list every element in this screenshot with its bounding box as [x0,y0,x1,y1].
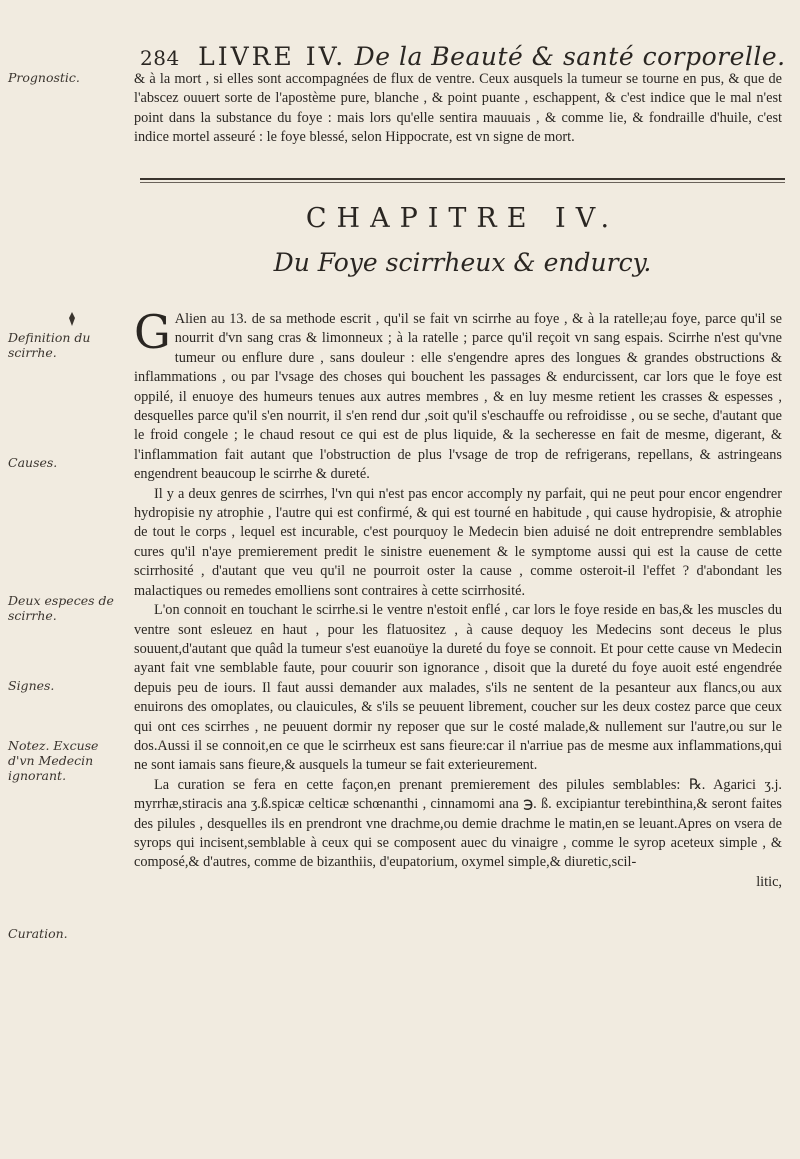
running-head [140,42,786,71]
margin-note-prognostic: Prognostic. [8,70,80,85]
paragraph-4: La curation se fera en cette façon,en prenant premierement des pilules semblables: ℞. Agarici ʒ.j. myrrhæ,stiracis ana ʒ.ß.spicæ celticæ schœnanthi , cinnamomi ana ℈. ß. excipiantur terebinthina,& seront faites des pilules , desquelles ils en prendront vne drachme,ou demie drachme le matin,en se leuant.Apres on vsera de syrops qui incisent,semblable à ceux qui se composent auec du vinaigre , comme le syrop aceteux simple , & composé,& d'autres, comme de bizanthiis, d'eupatorium, oxymel simple,& diuretic,scil- [134,776,782,871]
paragraph-1-text: Alien au 13. de sa methode escrit , qu'il se fait vn scirrhe au foye , & à la ratelle;au foye, parce qu'il se nourrit d'vn sang cras & limonneux ; à la ratelle ; parce qu'il reçoit vn sang espais. Scirrhe n'est qu'vne tumeur ou enflure dure , sans douleur : elle s'engendre apres des longues & grandes obstructions & inflammations , ou par l'vsage des choses qui bouchent les passages & endurcissent, car lors que le foye est oppilé, il enuoye des humeurs tenues aux autres membres , & en luy mesme retient les crasses & espesses , desquelles parce qu'il s'en nourrit, il s'en rend dur ,soit qu'il s'eschauffe ou refroidisse , ou se seche, d'autant que le froid congele ; le chaud resout ce qui est de plus liquide, & la secheresse en fait de mesme, digerant, & l'inflammation fait autant que l'obstruction de plus l'vsage de trop de refrigerans, repellans, & astringeans engendrent beaucoup le scirrhe & dureté. [134,311,782,483]
margin-note-signes: Signes. [8,678,55,693]
margin-note-causes: Causes. [8,455,58,470]
paragraph-1 [134,305,782,485]
body-text-block [134,305,782,892]
section-rule [140,178,785,180]
paragraph-2: Il y a deux genres de scirrhes, l'vn qui n'est pas encor accomply ny parfait, qui ne peut pour encor engendrer hydropisie ny atrophie , l'autre qui est confirmé, & qui est tourné en habitude , qui cause hydropisie, & atrophie de tout le corps , lequel est incurable, c'est pourquoy le Medecin bien aduisé ne doit entreprendre semblables cures qu'il n'aye premierement predit le sinistre euenement & le symptome aussi qui est la cause de cette scirrhosité , d'autant que veu qu'il ne pourroit oster la cause , comme osteroit-il l'effet ? d'abondant les malactiques ou remedes emolliens sont contraires à cette scirrhosité. [134,485,782,599]
intro-paragraph: & à la mort , si elles sont accompagnées de flux de ventre. Ceux ausquels la tumeur se tourne en pus, & que de l'abscez ouuert sorte de l'apostème pure, blanche , & point puante , eschappent, & c'est indice que le mal n'est point dans la substance du foye : mais lors qu'elle sentira mauuais , & comme lie, & fondraille d'huile, c'est indice mortel asseuré : le foye blessé, selon Hippocrate, est vn signe de mort. [134,71,782,146]
catchword: litic, [756,873,782,890]
running-title: De la Beauté & santé corporelle. [354,42,786,71]
chapter-subtitle: Du Foye scirrheux & endurcy. [273,248,652,277]
paragraph-3: L'on connoit en touchant le scirrhe.si le ventre n'estoit enflé , car lors le foye reside en bas,& les muscles du ventre sont esleuez en haut , pour les flatuositez , à cause dequoy les Medecins sont deceus le plus souuent,d'autant que quâd la tumeur s'est euanoüye la dureté du foye se connoit. Et pour cette cause vn Medecin ayant fait vne semblable faute, pour couurir son ignorance , disoit que la dureté du foye auoit esté engendrée depuis peu de iours. Il faut aussi demander aux malades, s'ils ne sentent de la pesanteur aux flancs,ou aux enuirons des omoplates, ou clauicules, & s'ils se peuuent librement, coucher sur les deux costez parce que ceux qui ont ces scirrhes , ne peuuent dormir ny reposer que sur le costé malade,& nullement sur l'autre,ou sur le dos.Aussi il se connoit,en ce que le scirrheux est sans fieure:car il n'arriue pas de mesme aux inflammations,qui ne sont iamais sans fieure,& ausquels la tumeur se fait exterieurement. [134,602,782,774]
book-number: LIVRE IV. [198,42,347,71]
drop-capital: G [134,305,171,359]
margin-note-notez: Notez. Excuse d'vn Medecin ignorant. [8,738,99,783]
chapter-title: CHAPITRE IV. [305,203,620,234]
page-number: 284 [140,46,180,70]
margin-note-definition: Definition du scirrhe. [8,330,91,360]
margin-note-deux-especes: Deux especes de scirrhe. [8,593,114,623]
intro-text-block [134,70,782,148]
margin-note-curation: Curation. [8,926,68,941]
pointer-ornament-icon [68,312,76,326]
